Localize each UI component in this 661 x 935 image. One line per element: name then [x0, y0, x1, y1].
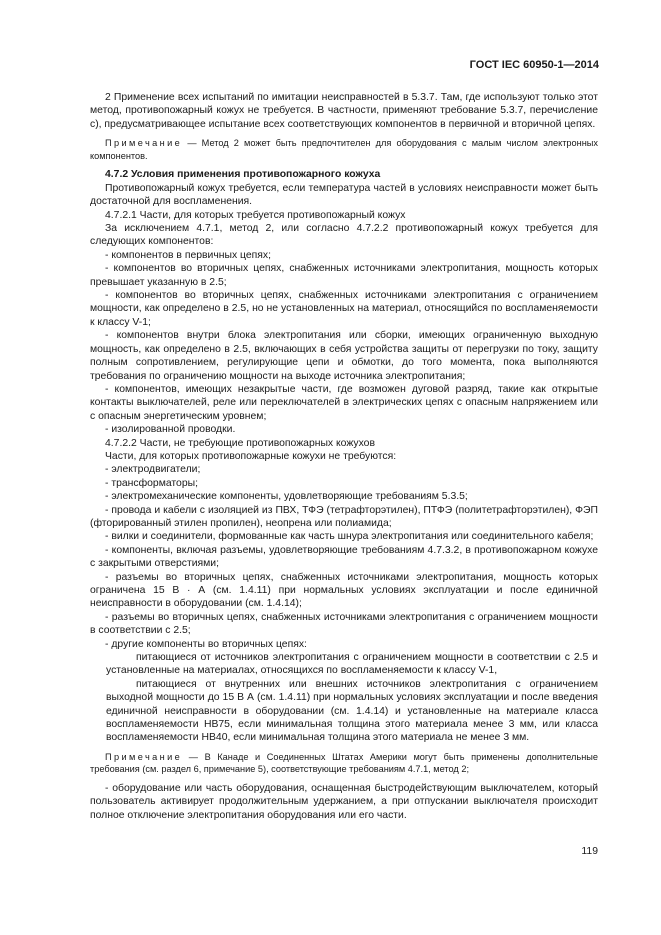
list-item: - компонентов в первичных цепях; [105, 249, 271, 261]
list-item: - электромеханические компоненты, удовлетворяющие требованиям 5.3.5; [105, 491, 468, 503]
list-item: - разъемы во вторичных цепях, снабженных источниками электропитания с ограничением мощности в соответствии с 2.5; [90, 611, 598, 637]
list-item: - оборудование или часть оборудования, оснащенная быстродействующим выключателем, который пользователь активирует продолжительным удержанием, а при отпускании выключателя происходит полное отключение электропитания оборудования или его части. [90, 783, 598, 821]
page-body [90, 91, 598, 822]
note-label: Примечание [105, 751, 183, 762]
paragraph: Части, для которых противопожарные кожухи не требуются: [105, 450, 397, 462]
subsection-title: 4.7.2.2 Части, не требующие противопожарных кожухов [105, 437, 375, 449]
paragraph: Противопожарный кожух требуется, если температура частей в условиях неисправности может быть достаточной для воспламенения. [90, 182, 598, 208]
note [90, 137, 598, 162]
list-item: - разъемы во вторичных цепях, снабженных источниками электропитания, мощность которых ограничена 15 В · А (см. 1.4.11) при нормальных условиях эксплуатации и после единичной неисправности в оборудовании (см. 1.4.14); [90, 571, 598, 610]
list-item: - другие компоненты во вторичных цепях: [105, 638, 307, 650]
subsection-title: 4.7.2.1 Части, для которых требуется противопожарный кожух [105, 209, 406, 221]
paragraph: 2 Применение всех испытаний по имитации неисправностей в 5.3.7. Там, где используют только этот метод, противопожарный кожух не требуется. В частности, применяют требование 5.3.7, перечисление c), предусматривающее испытание всех соответствующих компонентов в первичной и вторичной цепях. [90, 92, 598, 130]
list-item: - компонентов внутри блока электропитания или сборки, имеющих ограниченную выходную мощность, как определено в 2.5, включающих в себя устройства защиты от перегрузки по току, защиту полным сопротивлением, регулирующие цепи и обмотки, до того момента, пока выполняются требования по ограничению мощности на выходе источника электропитания; [90, 330, 598, 382]
list-item: - компонентов во вторичных цепях, снабженных источниками электропитания с ограничением мощности, как определено в 2.5, но не установленных на материал, относящийся по воспламеняемости к классу V-1; [90, 290, 598, 328]
note-text: — Метод 2 может быть предпочтителен для оборудования с малым числом электронных компонентов. [90, 138, 598, 161]
note-text: — В Канаде и Соединенных Штатах Америки могут быть применены дополнительные требования (см. раздел 6, примечание 5), соответствующие требованиям 4.7.1, метод 2; [90, 751, 598, 775]
paragraph: За исключением 4.7.1, метод 2, или согласно 4.7.2.2 противопожарный кожух требуется для следующих компонентов: [90, 223, 598, 248]
note [90, 751, 598, 776]
sub-list-item: питающиеся от внутренних или внешних источников электропитания с ограничением выходной мощности до 15 В А (см. 1.4.11) при нормальных условиях эксплуатации и после введения единичной неисправности в оборудовании (см. 1.4.14) и установленные на материале класса воспламеняемости HB75, если минимальная толщина этого материала менее 3 мм, или класса воспламеняемости HB40, если минимальная толщина этого материала не менее 3 мм. [106, 678, 598, 744]
list-item: - трансформаторы; [105, 477, 198, 489]
page-number: 119 [581, 846, 598, 857]
list-item: - провода и кабели с изоляцией из ПВХ, ТФЭ (тетрафторэтилен), ПТФЭ (политетрафторэтилен), ФЭП (фторированный этилен пропилен), неопрена или полиамида; [90, 504, 598, 529]
document-header: ГОСТ IEC 60950-1—2014 [469, 59, 599, 71]
section-heading: 4.7.2 Условия применения противопожарного кожуха [105, 169, 381, 181]
list-item: - вилки и соединители, формованные как часть шнура электропитания или соединительного кабеля; [105, 531, 594, 543]
list-item: - изолированной проводки. [105, 424, 236, 436]
sub-list-item: питающиеся от источников электропитания с ограничением мощности в соответствии с 2.5 и установленные на материалах, относящихся по воспламеняемости к классу V-1, [106, 652, 598, 677]
list-item: - компонентов, имеющих незакрытые части, где возможен дуговой разряд, такие как открытые контакты выключателей, реле или переключателей в электрических цепях с опасным напряжением или с опасным энергетическим уровнем; [90, 383, 598, 422]
list-item: - компоненты, включая разъемы, удовлетворяющие требованиям 4.7.3.2, в противопожарном кожухе с закрытыми отверстиями; [90, 544, 598, 570]
list-item: - электродвигатели; [105, 464, 201, 476]
list-item: - компонентов во вторичных цепях, снабженных источниками электропитания, мощность которых превышает указанную в 2.5; [90, 263, 598, 288]
note-label: Примечание [105, 138, 183, 149]
